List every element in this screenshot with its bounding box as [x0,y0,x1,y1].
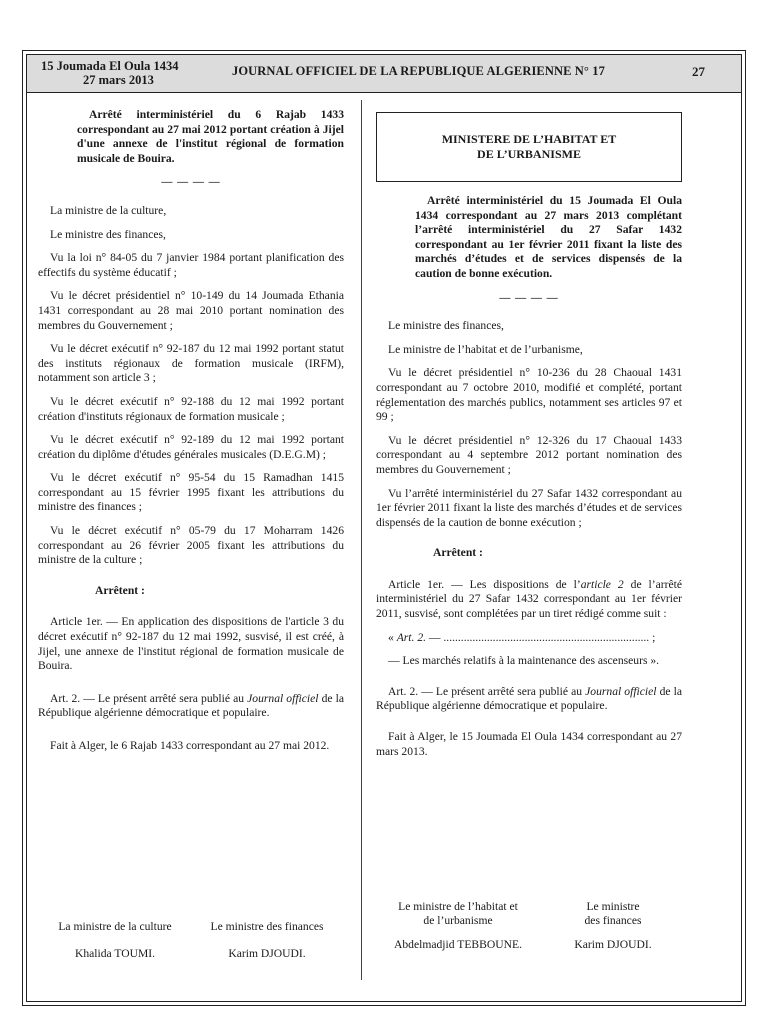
header-date-hijri: 15 Joumada El Oula 1434 [41,59,179,73]
right-para-decret-10-236: Vu le décret présidentiel n° 10-236 du 28 Chaoual 1431 correspondant au 7 octobre 2010, modifié et complété, portant réglementation des marchés publics, notamment ses articles 97 et 99 ; [376,366,682,424]
header-title: JOURNAL OFFICIEL DE LA REPUBLIQUE ALGERIENNE N° 17 [232,64,605,78]
left-para-decret-10-149: Vu le décret présidentiel n° 10-149 du 14 Joumada Ethania 1431 correspondant au 28 mai 2010 portant nomination des membres du Gouvernement ; [38,289,344,332]
right-separator: — — — — [499,291,559,304]
right-quoted-article-2: « Art. 2. — ....................................................................... ; [388,630,656,644]
left-para-ministre-culture: La ministre de la culture, [50,203,167,217]
ministry-title-line1: MINISTERE DE L’HABITAT ET [441,132,617,146]
right-signature-habitat [378,900,538,952]
right-fait-a-alger: Fait à Alger, le 15 Joumada El Oula 1434 correspondant au 27 mars 2013. [376,730,682,758]
signature-title: La ministre de la culture [58,920,172,933]
left-para-ministre-finances: Le ministre des finances, [50,227,166,241]
right-para-decret-12-326: Vu le décret présidentiel n° 12-326 du 17 Chaoual 1433 correspondant au 4 septembre 2012 portant nomination des membres du Gouvernement ; [376,433,682,476]
left-decree-heading: Arrêté interministériel du 6 Rajab 1433 correspondant au 27 mai 2012 portant création à Jijel d'une annexe de l'institut régional de formation musicale de Bouira. [77,108,344,165]
header-date [41,59,179,87]
left-article-2: Art. 2. — Le présent arrêté sera publié au Journal officiel de la République algérienne démocratique et populaire. [38,691,344,720]
signature-name: Abdelmadjid TEBBOUNE. [394,938,522,951]
ministry-title-line2: DE L’URBANISME [477,147,581,161]
ministry-box [376,112,682,182]
left-arretent: Arrêtent : [95,583,145,597]
signature-title: Le ministre de l’habitat et [398,900,518,913]
left-signature-finances [198,920,336,961]
column-divider [361,100,362,980]
left-para-loi-84-05: Vu la loi n° 84-05 du 7 janvier 1984 portant planification des effectifs du système éducatif ; [38,251,344,279]
right-signature-finances [558,900,668,952]
right-decree-heading: Arrêté interministériel du 15 Joumada El Oula 1434 correspondant au 27 mars 2013 complétant l’arrêté interministériel du 27 Safar 1432 correspondant au 1er février 2011 fixant la liste des marchés d’études et de services dispensés de la caution de bonne exécution. [415,194,682,280]
left-para-decret-05-79: Vu le décret exécutif n° 05-79 du 17 Moharram 1426 correspondant au 26 février 2005 fixant les attributions du ministre de la culture ; [38,524,344,567]
right-article-1: Article 1er. — Les dispositions de l’article 2 de l’arrêté interministériel du 27 Safar 1432 correspondant au 1er février 2011, susvisé, sont complétées par un tiret rédigé comme suit : [376,577,682,621]
left-para-decret-92-188: Vu le décret exécutif n° 92-188 du 12 mai 1992 portant création d'instituts régionaux de formation musicale ; [38,394,344,423]
right-tiret-ascenseurs: — Les marchés relatifs à la maintenance des ascenseurs ». [388,654,660,668]
left-para-decret-95-54: Vu le décret exécutif n° 95-54 du 15 Ramadhan 1415 correspondant au 15 février 1995 fixant les attributions du ministre des finances ; [38,471,344,514]
signature-title: des finances [584,914,642,927]
right-arretent: Arrêtent : [433,546,483,560]
signature-name: Karim DJOUDI. [574,938,652,951]
right-article-2: Art. 2. — Le présent arrêté sera publié au Journal officiel de la République algérienne démocratique et populaire. [376,684,682,713]
right-para-ministre-finances: Le ministre des finances, [388,319,504,333]
page-number: 27 [692,64,705,79]
journal-header [27,55,741,93]
header-date-gregorian: 27 mars 2013 [83,73,154,87]
signature-title: Le ministre [586,900,640,913]
left-signature-culture [50,920,180,961]
right-para-ministre-habitat: Le ministre de l’habitat et de l’urbanisme, [388,342,583,356]
left-column [38,108,344,763]
left-separator: — — — — [161,176,221,189]
signature-name: Khalida TOUMI. [74,947,156,960]
right-signatures [378,900,684,970]
left-para-decret-92-187: Vu le décret exécutif n° 92-187 du 12 mai 1992 portant statut des instituts régionaux de formation musicale (IRFM), notamment son article 3 ; [38,342,344,385]
right-column [376,108,682,768]
left-fait-a-alger: Fait à Alger, le 6 Rajab 1433 correspondant au 27 mai 2012. [50,739,330,752]
signature-name: Karim DJOUDI. [228,947,306,960]
right-para-arrete-27-safar: Vu l’arrêté interministériel du 27 Safar 1432 correspondant au 1er février 2011 fixant la liste des marchés d’études et de services dispensés de la caution de bonne exécution ; [376,486,682,529]
left-article-1: Article 1er. — En application des dispositions de l'article 3 du décret exécutif n° 92-187 du 12 mai 1992, susvisé, il est créé, à Jijel, une annexe de l'institut régional de formation musicale de Bouira. [38,615,344,673]
signature-title: de l’urbanisme [423,914,493,927]
signature-title: Le ministre des finances [210,920,324,933]
left-signatures [40,920,340,970]
left-para-decret-92-189: Vu le décret exécutif n° 92-189 du 12 mai 1992 portant création du diplôme d'études générales musicales (D.E.G.M) ; [38,433,344,461]
